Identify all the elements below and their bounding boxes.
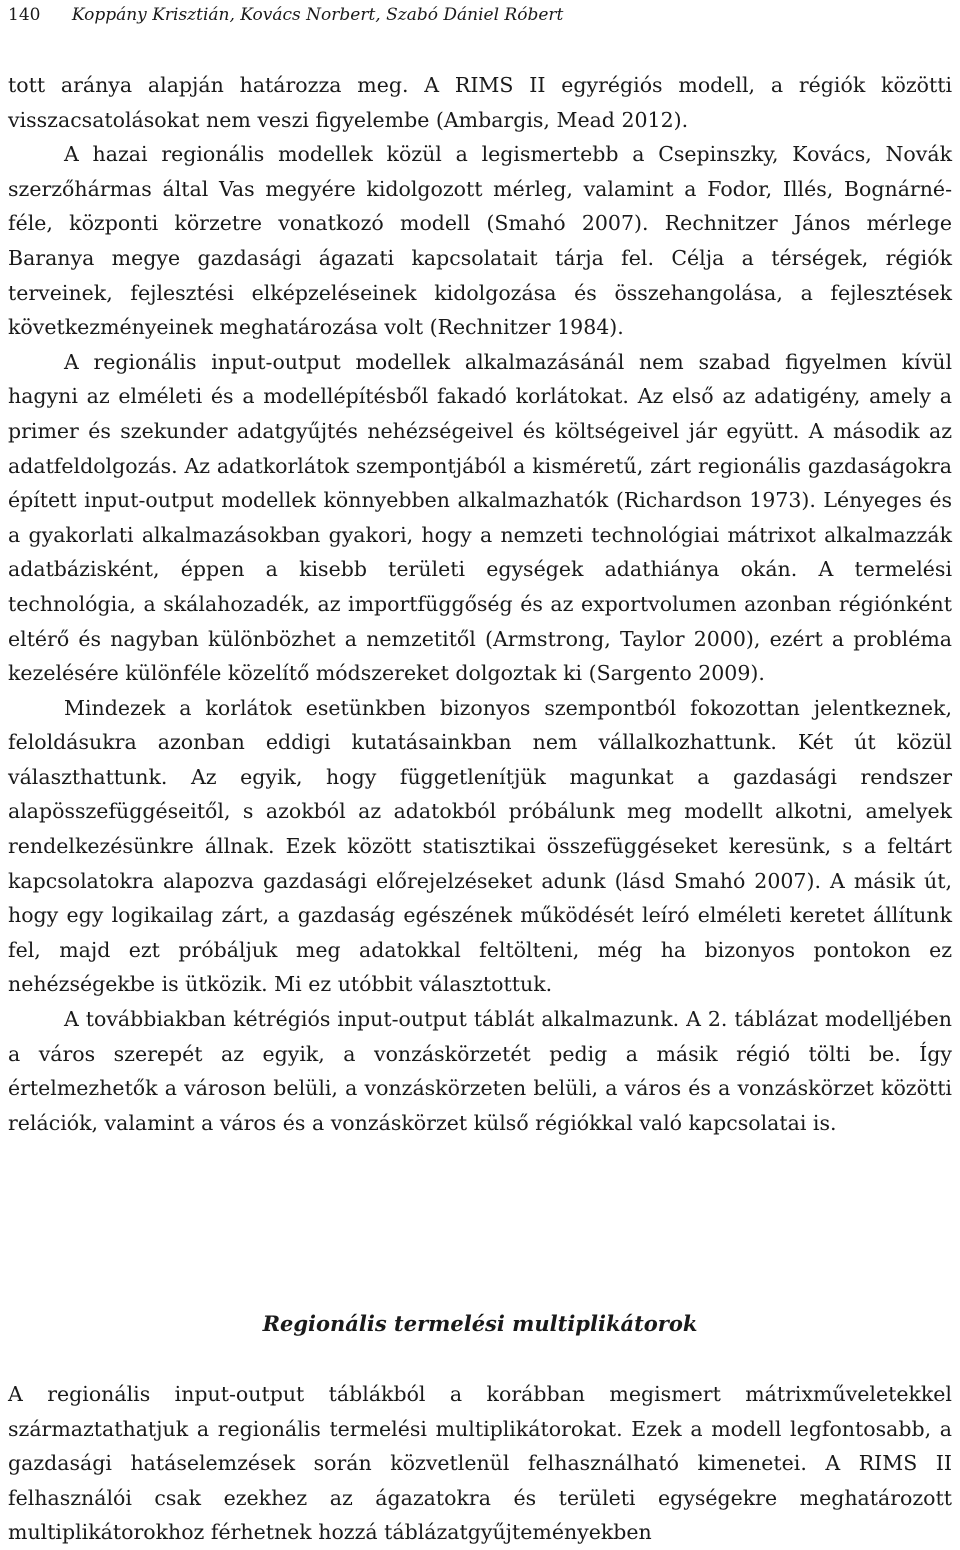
- section-paragraph-1: A regionális input-output táblákból a korábban megismert mátrixműveletekkel származtathatjuk a regionális termelési multiplikátorokat. Ezek a modell legfontosabb, a gazdasági hatáselemzések során közvetlenül felhasználható kimenetei. A RIMS II felhasználói csak ezekhez az ágazatokra és területi egységekre meghatározott multiplikátorokhoz férhetnek hozzá táblázatgyűjteményekben: [8, 1382, 952, 1545]
- running-head: [8, 2, 563, 28]
- paragraph-2: A hazai regionális modellek közül a legismertebb a Csepinszky, Kovács, Novák szerzőhármas által Vas megyére kidolgozott mérleg, valamint a Fodor, Illés, Bognárné-féle, központi körzetre vonatkozó modell (Smahó 2007). Rechnitzer János mérlege Baranya megye gazdasági ágazati kapcsolatait tárja fel. Célja a térségek, régiók terveinek, fejlesztési elképzeléseinek kidolgozása és összehangolása, a fejlesztések következményeinek meghatározása volt (Rechnitzer 1984).: [8, 142, 952, 340]
- running-head-authors: Koppány Krisztián, Kovács Norbert, Szabó Dániel Róbert: [71, 5, 564, 25]
- body-text: [8, 68, 952, 1140]
- paragraph-1: tott aránya alapján határozza meg. A RIMS II egyrégiós modell, a régiók közötti visszacsatolásokat nem veszi figyelembe (Ambargis, Mead 2012).: [8, 73, 952, 132]
- page-number: 140: [8, 5, 41, 25]
- paragraph-4: Mindezek a korlátok esetünkben bizonyos szempontból fokozottan jelentkeznek, feloldásukra azonban eddigi kutatásainkban nem vállalkozhattunk. Két út közül választhattunk. Az egyik, hogy függetlenítjük magunkat a gazdasági rendszer alapösszefüggéseitől, s azokból az adatokból próbálunk meg modellt alkotni, amelyek rendelkezésünkre állnak. Ezek között statisztikai összefüggéseket keresünk, s a feltárt kapcsolatokra alapozva gazdasági előrejelzéseket adunk (lásd Smahó 2007). A másik út, hogy egy logikailag zárt, a gazdaság egészének működését leíró elméleti keretet állítunk fel, majd ezt próbáljuk meg adatokkal feltölteni, még ha bizonyos pontokon ez nehézségekbe is ütközik. Mi ez utóbbit választottuk.: [8, 695, 952, 997]
- section-body: [8, 1377, 952, 1550]
- section-heading: Regionális termelési multiplikátorok: [262, 1311, 698, 1336]
- paragraph-5: A továbbiakban kétrégiós input-output táblát alkalmazunk. A 2. táblázat modelljében a város szerepét az egyik, a vonzáskörzetét pedig a másik régió tölti be. Így értelmezhetők a városon belüli, a vonzáskörzeten belüli, a város és a vonzáskörzet közötti relációk, valamint a város és a vonzáskörzet külső régiókkal való kapcsolatai is.: [8, 1007, 952, 1135]
- paragraph-3: A regionális input-output modellek alkalmazásánál nem szabad figyelmen kívül hagyni az elméleti és a modellépítésből fakadó korlátokat. Az első az adatigény, amely a primer és szekunder adatgyűjtés nehézségeivel és költségeivel jár együtt. A második az adatfeldolgozás. Az adatkorlátok szempontjából a kisméretű, zárt regionális gazdaságokra épített input-output modellek könnyebben alkalmazhatók (Richardson 1973). Lényeges és a gyakorlati alkalmazásokban gyakori, hogy a nemzeti technológiai mátrixot alkalmazzák adatbázisként, éppen a kisebb területi egységek adathiánya okán. A termelési technológia, a skálahozadék, az importfüggőség és az exportvolumen azonban régiónként eltérő és nagyban különbözhet a nemzetitől (Armstrong, Taylor 2000), ezért a probléma kezelésére különféle közelítő módszereket dolgoztak ki (Sargento 2009).: [8, 349, 952, 686]
